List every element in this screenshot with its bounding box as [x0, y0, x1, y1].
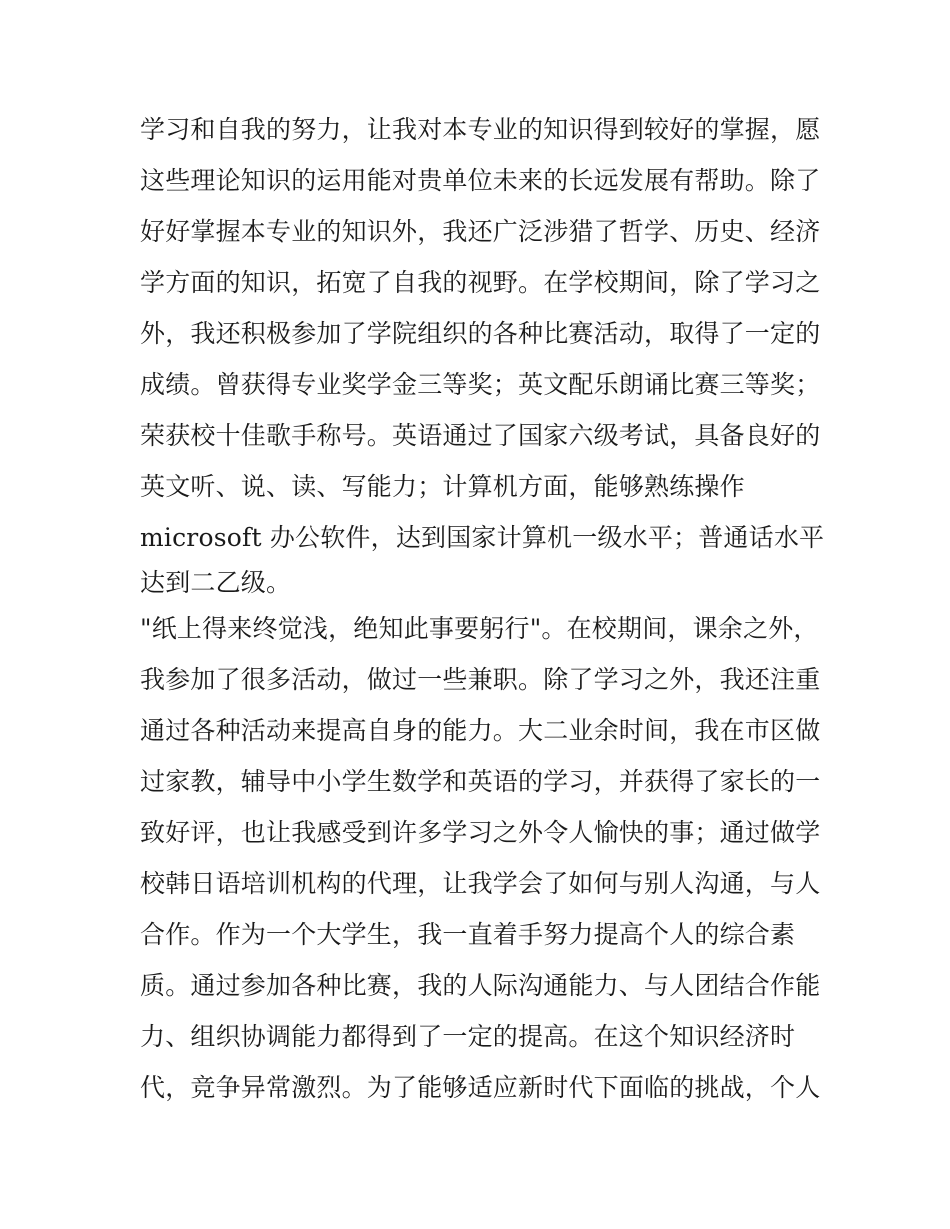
paragraph-1: [140, 104, 830, 603]
text-line: 外，我还积极参加了学院组织的各种比赛活动，取得了一定的: [140, 319, 821, 348]
text-line: 质。通过参加各种比赛，我的人际沟通能力、与人团结合作能: [140, 971, 821, 1000]
document-body: [140, 104, 830, 1113]
text-line: 合作。作为一个大学生，我一直着手努力提高个人的综合素: [140, 920, 796, 949]
text-line: 过家教，辅导中小学生数学和英语的学习，并获得了家长的一: [140, 767, 821, 796]
text-line: microsoft 办公软件，达到国家计算机一级水平；普通话水平: [140, 523, 825, 552]
text-line: 通过各种活动来提高自身的能力。大二业余时间，我在市区做: [140, 716, 821, 745]
text-line: 成绩。曾获得专业奖学金三等奖；英文配乐朗诵比赛三等奖；: [140, 370, 821, 399]
text-line: 英文听、说、读、写能力；计算机方面，能够熟练操作: [140, 472, 745, 501]
text-line: 致好评，也让我感受到许多学习之外令人愉快的事；通过做学: [140, 818, 821, 847]
text-line: "纸上得来终觉浅，绝知此事要躬行"。在校期间，课余之外，: [140, 614, 819, 643]
text-line: 达到二乙级。: [140, 568, 292, 597]
text-line: 这些理论知识的运用能对贵单位未来的长远发展有帮助。除了: [140, 166, 821, 195]
text-line: 代，竞争异常激烈。为了能够适应新时代下面临的挑战，个人: [140, 1073, 821, 1102]
paragraph-2: [140, 603, 830, 1113]
text-line: 好好掌握本专业的知识外，我还广泛涉猎了哲学、历史、经济: [140, 217, 821, 246]
text-line: 校韩日语培训机构的代理，让我学会了如何与别人沟通，与人: [140, 869, 821, 898]
text-line: 力、组织协调能力都得到了一定的提高。在这个知识经济时: [140, 1022, 796, 1051]
text-line: 学方面的知识，拓宽了自我的视野。在学校期间，除了学习之: [140, 268, 821, 297]
text-line: 我参加了很多活动，做过一些兼职。除了学习之外，我还注重: [140, 665, 821, 694]
text-line: 荣获校十佳歌手称号。英语通过了国家六级考试，具备良好的: [140, 421, 821, 450]
text-line: 学习和自我的努力，让我对本专业的知识得到较好的掌握，愿: [140, 115, 821, 144]
